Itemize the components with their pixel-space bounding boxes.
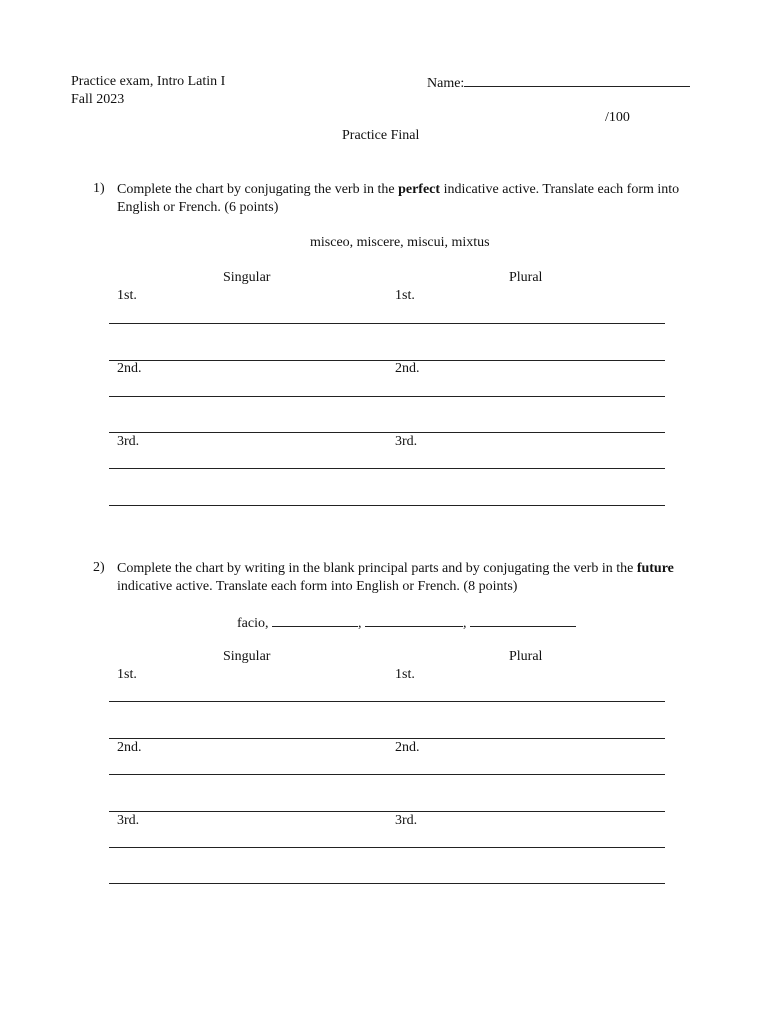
q2-singular-label: Singular (223, 649, 271, 664)
q2-answer-line-5[interactable] (109, 847, 665, 848)
q1-answer-line-3[interactable] (109, 396, 665, 397)
principal-part-4-blank[interactable] (470, 614, 576, 627)
page-title: Practice Final (342, 128, 420, 143)
q1-singular-1st: 1st. (117, 288, 137, 303)
q2-answer-line-3[interactable] (109, 774, 665, 775)
q2-plural-2nd: 2nd. (395, 740, 420, 755)
q2-plural-label: Plural (509, 649, 543, 664)
q1-answer-line-4[interactable] (109, 432, 665, 433)
q1-plural-2nd: 2nd. (395, 361, 420, 376)
name-field[interactable] (427, 74, 690, 92)
q1-plural-1st: 1st. (395, 288, 415, 303)
q1-singular-label: Singular (223, 270, 271, 285)
q2-answer-line-1[interactable] (109, 701, 665, 702)
q1-plural-3rd: 3rd. (395, 434, 418, 449)
question-1-number: 1) (93, 181, 105, 196)
q2-singular-3rd: 3rd. (117, 813, 140, 828)
question-2-number: 2) (93, 560, 105, 575)
term: Fall 2023 (71, 92, 125, 107)
verb-first-part: facio, (237, 616, 269, 631)
q1-answer-line-6[interactable] (109, 505, 665, 506)
q2-plural-3rd: 3rd. (395, 813, 418, 828)
q2-answer-line-4[interactable] (109, 811, 665, 812)
principal-part-2-blank[interactable] (272, 614, 358, 627)
q1-answer-line-5[interactable] (109, 468, 665, 469)
q1-singular-3rd: 3rd. (117, 434, 140, 449)
question-1-text: Complete the chart by conjugating the verb in the perfect indicative active. Translate each form into English or French. (6 points) (117, 182, 680, 215)
q2-plural-1st: 1st. (395, 667, 415, 682)
name-label: Name: (427, 76, 465, 91)
course-title: Practice exam, Intro Latin I (71, 74, 226, 89)
q2-singular-1st: 1st. (117, 667, 137, 682)
q1-singular-2nd: 2nd. (117, 361, 142, 376)
score-field: /100 (605, 110, 630, 125)
question-2-text: Complete the chart by writing in the blank principal parts and by conjugating the verb in the future indicative active. Translate each form into English or French. (8 points) (117, 561, 674, 594)
q2-answer-line-6[interactable] (109, 883, 665, 884)
q1-plural-label: Plural (509, 270, 543, 285)
q1-answer-line-1[interactable] (109, 323, 665, 324)
question-1-verb: misceo, miscere, miscui, mixtus (310, 235, 490, 250)
q1-answer-line-2[interactable] (109, 360, 665, 361)
principal-part-3-blank[interactable] (365, 614, 463, 627)
q2-singular-2nd: 2nd. (117, 740, 142, 755)
name-blank[interactable] (464, 74, 690, 87)
question-2-verb: facio, , , (237, 614, 576, 632)
q2-answer-line-2[interactable] (109, 738, 665, 739)
